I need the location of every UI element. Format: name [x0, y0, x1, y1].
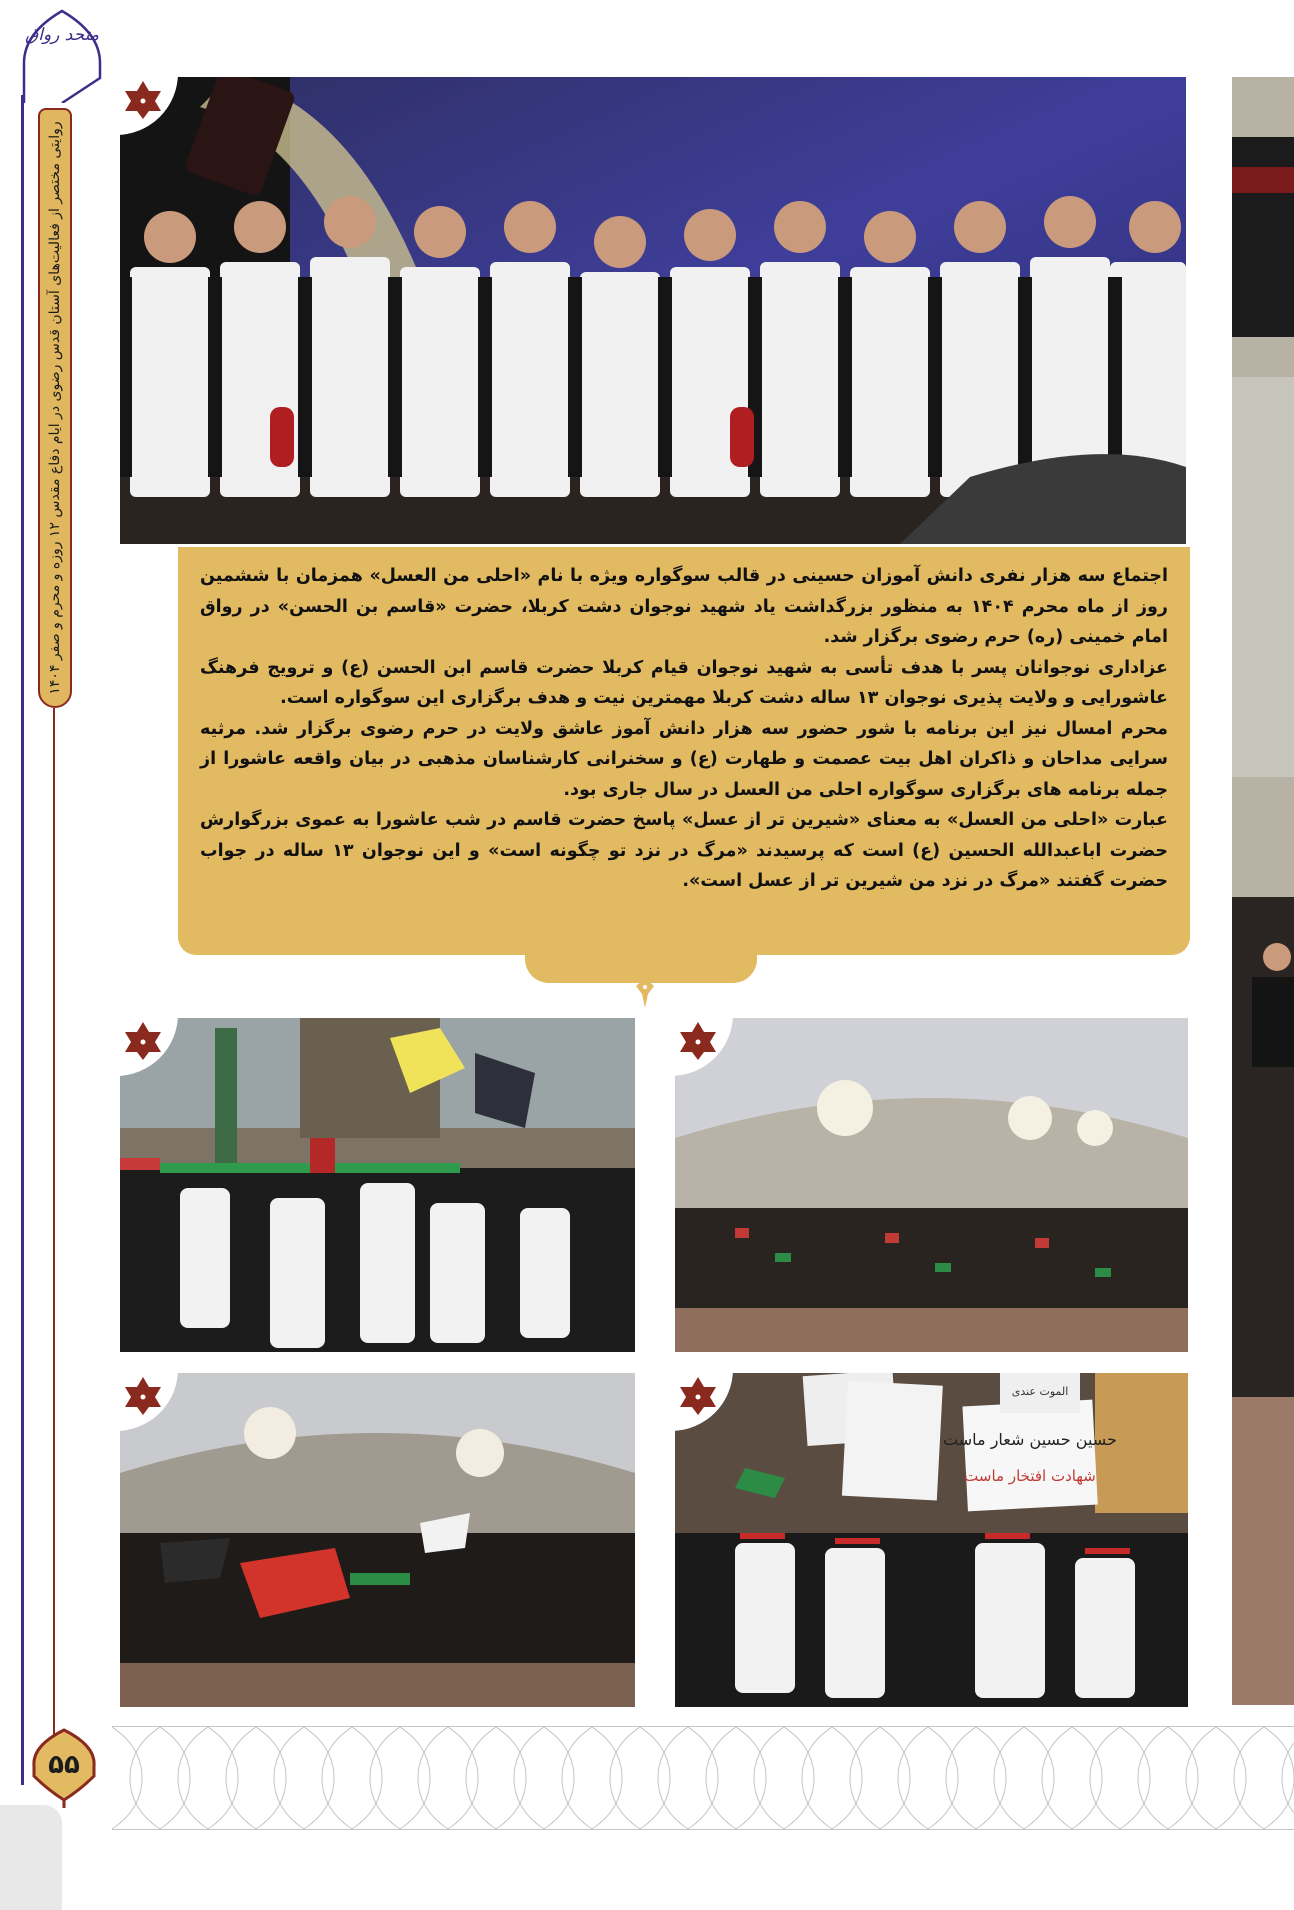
- section-label: [38, 108, 72, 708]
- decorative-pattern-band: [112, 1726, 1294, 1830]
- article-paragraph: محرم امسال نیز این برنامه با شور حضور سه هزار دانش آموز عاشق ولایت در حرم رضوی برگزار شد. مرثیه سرایی مداحان و ذاکران اهل بیت عصمت و طهارت (ع) و سخنرانی کارشناسان مذهبی در بیان واقعه عاشورا از جمله برنامه های برگزاری سوگواره احلی من العسل در سال جاری بود.: [200, 718, 1168, 800]
- article-paragraph: عبارت «احلی من العسل» به معنای «شیرین تر از عسل» پاسخ حضرت قاسم در شب عاشورا به عموی بزرگوارش حضرت اباعبدالله الحسین (ع) است که پرسیدند «مرگ در نزد تو چگونه است» و این نوجوان ۱۳ ساله در جواب حضرت گفتند «مرگ در نزد من شیرین تر از عسل است».: [200, 810, 1169, 891]
- page-number: ۵۵: [48, 1750, 80, 1780]
- page-number-badge: [30, 1728, 98, 1800]
- placards-image: [675, 1373, 1188, 1707]
- article-box: [178, 547, 1190, 955]
- shrine-crowd-red-flag-image: [120, 1373, 635, 1707]
- flower-icon: [120, 77, 166, 123]
- shrine-crowd-red-flag-photo: [120, 1373, 635, 1707]
- crowd-flags-image: [120, 1018, 635, 1352]
- shrine-hall-photo: [675, 1018, 1188, 1352]
- placard-text-2: شهادت افتخار ماست: [964, 1467, 1096, 1485]
- article-body: [200, 561, 1168, 897]
- choir-photo-image: [120, 77, 1186, 544]
- placards-photo: [675, 1373, 1188, 1707]
- crowd-flags-photo: [120, 1018, 635, 1352]
- page-edge-tab: [0, 1805, 62, 1910]
- flower-icon: [675, 1018, 721, 1064]
- logo-text: متحد رواق: [25, 25, 99, 45]
- article-paragraph: عزاداری نوجوانان پسر با هدف تأسی به شهید نوجوان قیام کربلا حضرت قاسم ابن الحسن (ع) و ترویج فرهنگ عاشورایی و ولایت پذیری نوجوان ۱۳ ساله دشت کربلا مهمترین نیت و هدف برگزاری این سوگواره است.: [200, 657, 1168, 708]
- ornament-stem: [53, 708, 55, 1736]
- frame-line: [21, 95, 24, 1785]
- arch-pattern-icon: [112, 1727, 1294, 1829]
- choir-photo: [120, 77, 1186, 544]
- logo-dome-icon: [22, 8, 102, 103]
- flower-icon: [120, 1018, 166, 1064]
- article-paragraph: اجتماع سه هزار نفری دانش آموزان حسینی در قالب سوگواره ویژه با نام «احلی من العسل» همزمان با ششمین روز از ماه محرم ۱۴۰۴ به منظور بزرگداشت یاد شهید نوجوان دشت کربلا، حضرت «قاسم بن الحسن» در رواق امام خمینی (ره) حرم رضوی برگزار شد.: [200, 566, 1168, 647]
- placard-text-1: حسین حسین شعار ماست: [943, 1430, 1117, 1449]
- flower-icon: [675, 1373, 721, 1419]
- right-strip-image: [1232, 77, 1294, 1705]
- box-ornament-icon: [630, 978, 660, 1008]
- right-strip-photo: [1232, 77, 1294, 1705]
- publication-logo: [22, 8, 102, 98]
- section-label-text: روایتی مختصر از فعالیت‌های آستان قدس رضوی در ایام دفاع مقدس ۱۲ روزه و محرم و صفر ۱۴۰۴: [47, 121, 63, 695]
- placard-text-3: الموت عندی: [1011, 1385, 1069, 1398]
- flower-icon: [120, 1373, 166, 1419]
- shrine-hall-image: [675, 1018, 1188, 1352]
